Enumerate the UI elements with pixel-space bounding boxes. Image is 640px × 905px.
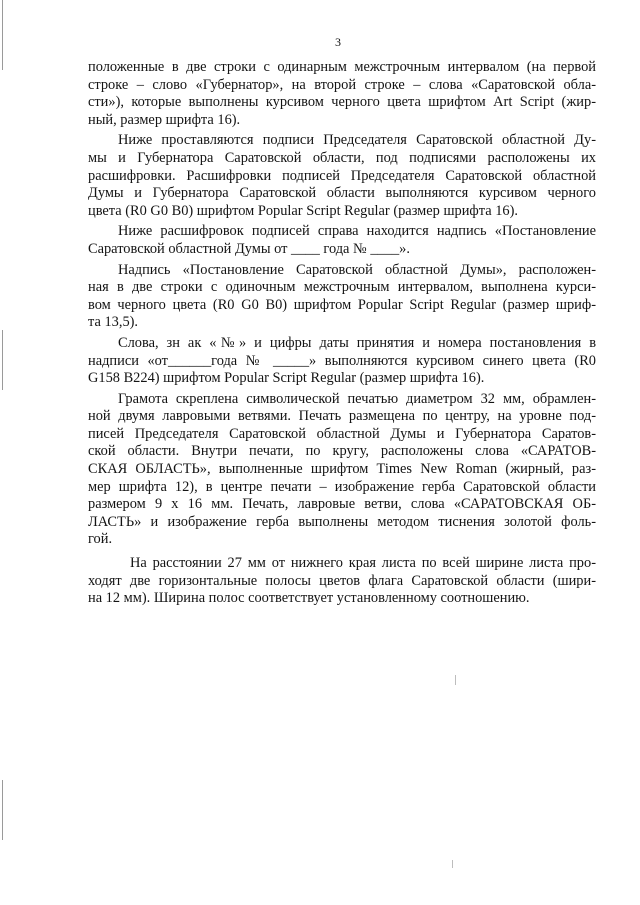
paragraph-2 [88,132,596,220]
paragraph-4 [88,262,596,332]
scan-speck [455,675,456,685]
page-number: 3 [335,35,341,49]
text-line: Ниже расшифровок подписей справа находится надпись «Постановление [118,223,596,240]
text-line: сти»), которые выполнены курсивом черного цвета шрифтом Art Script (жир- [88,94,596,111]
text-line: на 12 мм). Ширина полос соответствует установленному соотношению. [88,590,530,607]
scan-speck [452,860,453,868]
text-line: гой. [88,531,113,548]
text-line: Думы и Губернатора Саратовской области выполняются курсивом черного [88,185,596,202]
paragraph-1 [88,59,596,129]
text-line: Грамота скреплена символической печатью диаметром 32 мм, обрамлен- [118,390,596,407]
scan-edge-mark [2,780,3,840]
text-line: ходят две горизонтальные полосы цветов флага Саратовской области (шири- [88,572,596,589]
paragraph-5 [88,335,596,388]
text-line: мы и Губернатора Саратовской области, под подписями расположены их [88,149,596,166]
text-line: строке – слово «Губернатор», на второй строке – слова «Саратовской обла- [88,76,596,93]
text-line: На расстоянии 27 мм от нижнего края листа по всей ширине листа про- [130,555,596,572]
text-line: СКАЯ ОБЛАСТЬ», выполненные шрифтом Times New Roman (жирный, раз- [88,461,596,478]
text-line: ная в две строки с одиночным межстрочным интервалом, выполнена курси- [88,279,596,296]
text-line: размером 9 х 16 мм. Печать, лавровые ветви, слова «САРАТОВСКАЯ ОБ- [88,496,596,513]
text-line: надписи «от______года № _____» выполняются курсивом синего цвета (R0 [88,352,596,369]
text-line: расшифровки. Расшифровки подписей Председателя Саратовской областной [88,167,596,184]
text-line: цвета (R0 G0 B0) шрифтом Popular Script Regular (размер шрифта 16). [88,202,518,219]
text-line: вом черного цвета (R0 G0 B0) шрифтом Popular Script Regular (размер шриф- [88,296,596,313]
text-line: мер шрифта 12), в центре печати – изображение герба Саратовской области [88,478,596,495]
scan-edge-mark [2,330,3,390]
text-line: ный, размер шрифта 16). [88,111,241,128]
text-line: Ниже проставляются подписи Председателя Саратовской областной Ду- [118,132,596,149]
paragraph-6 [88,391,596,549]
text-line: ной двумя лавровыми ветвями. Печать размещена по центру, на уровне под- [88,408,596,425]
text-line: та 13,5). [88,314,139,331]
paragraph-7 [88,555,596,608]
text-line: ской области. Внутри печати, по кругу, расположены слова «САРАТОВ- [88,443,596,460]
text-line: Саратовской областной Думы от ____ года № ____». [88,240,410,257]
document-body [88,59,596,608]
text-line: положенные в две строки с одинарным межстрочным интервалом (на первой [88,59,596,75]
text-line: Надпись «Постановление Саратовской областной Думы», расположен- [118,261,596,278]
text-line: ЛАСТЬ» и изображение герба выполнены методом тиснения золотой фоль- [88,513,596,530]
text-line: G158 B224) шрифтом Popular Script Regular (размер шрифта 16). [88,370,485,387]
text-line: Слова, зн ак «№» и цифры даты принятия и номера постановления в [118,334,596,351]
paragraph-3 [88,223,596,258]
scan-edge-mark [2,0,3,70]
text-line: писей Председателя Саратовской областной Думы и Губернатора Саратов- [88,425,596,442]
